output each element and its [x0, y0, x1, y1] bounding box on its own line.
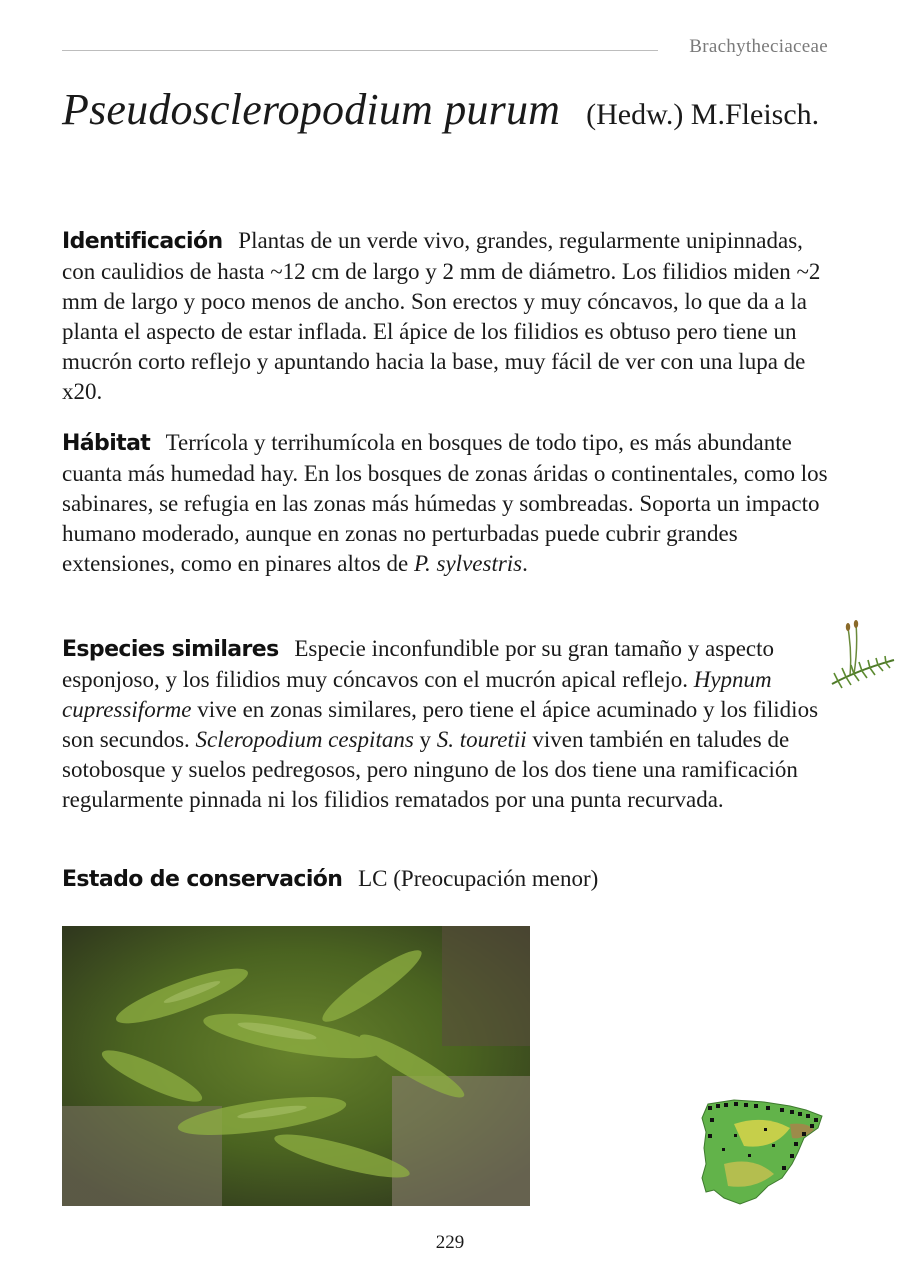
similares-text-1: Especie inconfundible por su gran tamaño y aspecto esponjoso, y los filidios muy cóncavos con el mucrón apical reflejo. [62, 636, 775, 692]
habitat-text: Terrícola y terrihumícola en bosques de todo tipo, es más abundante cuanta más humedad hay. En los bosques de zonas áridas o continentales, como los sabinares, se refugia en las zonas más húmedas y sombreadas. Soporta un impacto humano moderado, aunque en zonas no perturbadas puede cubrir grandes extensiones, como en pinares altos de [62, 430, 828, 576]
similares-species-3: S. touretii [436, 727, 527, 752]
similares-text-2: vive en zonas similares, pero tiene el ápice acuminado y los filidios son secundos. [62, 697, 819, 752]
similares-species-1: Hypnum cupressiforme [62, 667, 772, 722]
family-name: Brachytheciaceae [689, 36, 828, 57]
page-title [62, 84, 819, 135]
habitat-heading: Hábitat [62, 431, 151, 456]
moss-photograph [62, 926, 530, 1206]
conservacion-section [62, 864, 830, 895]
similares-heading: Especies similares [62, 637, 279, 662]
header-rule [62, 50, 658, 51]
identificacion-text: Plantas de un verde vivo, grandes, regularmente unipinnadas, con caulidios de hasta ~12 cm de largo y 2 mm de diámetro. Los filidios miden ~2 mm de largo y poco menos de ancho. Son erectos y muy cóncavos, lo que da a la planta el aspecto de estar inflada. El ápice de los filidios es obtuso pero tiene un mucrón corto reflejo y apuntando hacia la base, muy fácil de ver con una lupa de x20. [62, 228, 821, 404]
distribution-map [694, 1094, 834, 1206]
moss-sprig-illustration [828, 618, 898, 690]
conservacion-heading: Estado de conservación [62, 867, 343, 892]
similares-text-3: y [419, 727, 432, 752]
page-number: 229 [435, 1232, 465, 1253]
similares-section [62, 634, 826, 815]
identificacion-section [62, 226, 830, 407]
identificacion-heading: Identificación [62, 229, 223, 254]
similares-species-2: Scleropodium cespitans [195, 727, 414, 752]
conservacion-text: LC (Preocupación menor) [358, 866, 599, 891]
species-name: Pseudoscleropodium purum [62, 85, 561, 134]
species-author: (Hedw.) M.Fleisch. [586, 98, 820, 131]
habitat-species-ref: P. sylvestris [413, 551, 523, 576]
habitat-section [62, 428, 830, 579]
habitat-end: . [522, 551, 528, 576]
similares-text-4: viven también en taludes de sotobosque y suelos pedregosos, pero ninguno de los dos tiene una ramificación regularmente pinnada ni los filidios rematados por una punta recurvada. [62, 727, 798, 812]
